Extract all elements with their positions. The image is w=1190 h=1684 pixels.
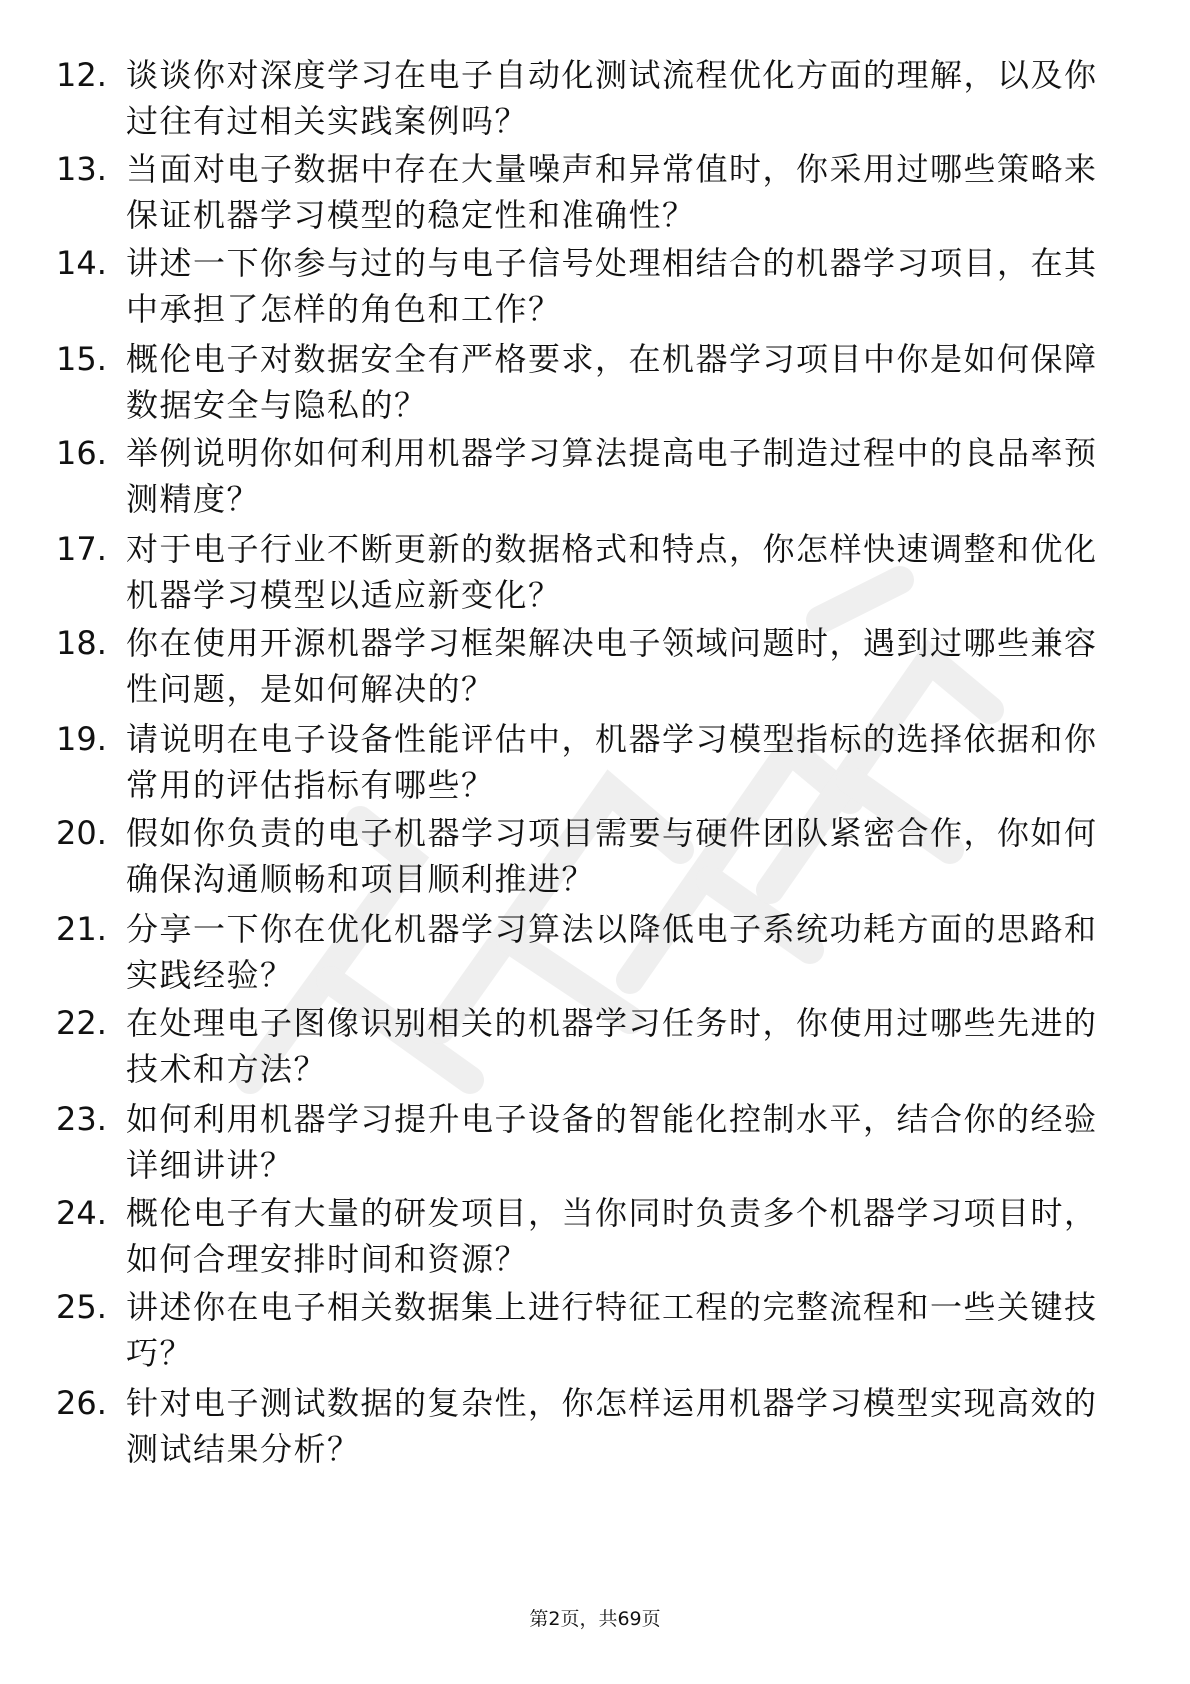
question-text: 举例说明你如何利用机器学习算法提高电子制造过程中的良品率预测精度？: [126, 434, 1098, 518]
question-text: 在处理电子图像识别相关的机器学习任务时，你使用过哪些先进的技术和方法？: [126, 1004, 1098, 1088]
question-number: 20.: [56, 814, 107, 852]
question-number: 22.: [56, 1004, 107, 1042]
question-number: 26.: [56, 1384, 107, 1422]
list-item: [0, 430, 1190, 540]
question-number: 17.: [56, 530, 107, 568]
question-text: 概伦电子对数据安全有严格要求，在机器学习项目中你是如何保障数据安全与隐私的？: [126, 340, 1098, 424]
question-number: 25.: [56, 1288, 107, 1326]
page-number: 第2页，共69页: [529, 1608, 661, 1630]
question-text: 请说明在电子设备性能评估中，机器学习模型指标的选择依据和你常用的评估指标有哪些？: [126, 720, 1098, 804]
list-item: [0, 620, 1190, 730]
list-item: [0, 1380, 1190, 1490]
question-number: 16.: [56, 434, 107, 472]
question-number: 19.: [56, 720, 107, 758]
question-text: 讲述你在电子相关数据集上进行特征工程的完整流程和一些关键技巧？: [126, 1288, 1098, 1372]
question-number: 12.: [56, 56, 107, 94]
question-text: 讲述一下你参与过的与电子信号处理相结合的机器学习项目，在其中承担了怎样的角色和工作？: [126, 244, 1098, 328]
question-number: 15.: [56, 340, 107, 378]
question-text: 概伦电子有大量的研发项目，当你同时负责多个机器学习项目时，如何合理安排时间和资源？: [126, 1194, 1098, 1278]
list-item: [0, 1284, 1190, 1394]
question-text: 如何利用机器学习提升电子设备的智能化控制水平，结合你的经验详细讲讲？: [126, 1100, 1098, 1184]
question-number: 21.: [56, 910, 107, 948]
question-number: 23.: [56, 1100, 107, 1138]
question-text: 针对电子测试数据的复杂性，你怎样运用机器学习模型实现高效的测试结果分析？: [126, 1384, 1098, 1468]
question-text: 假如你负责的电子机器学习项目需要与硬件团队紧密合作，你如何确保沟通顺畅和项目顺利推进？: [126, 814, 1098, 898]
list-item: [0, 810, 1190, 920]
list-item: [0, 240, 1190, 350]
question-number: 14.: [56, 244, 107, 282]
question-text: 当面对电子数据中存在大量噪声和异常值时，你采用过哪些策略来保证机器学习模型的稳定性和准确性？: [126, 150, 1098, 234]
question-text: 分享一下你在优化机器学习算法以降低电子系统功耗方面的思路和实践经验？: [126, 910, 1098, 994]
list-item: [0, 1000, 1190, 1110]
question-number: 13.: [56, 150, 107, 188]
question-text: 你在使用开源机器学习框架解决电子领域问题时，遇到过哪些兼容性问题，是如何解决的？: [126, 624, 1098, 708]
question-text: 对于电子行业不断更新的数据格式和特点，你怎样快速调整和优化机器学习模型以适应新变化？: [126, 530, 1098, 614]
question-number: 24.: [56, 1194, 107, 1232]
question-text: 谈谈你对深度学习在电子自动化测试流程优化方面的理解，以及你过往有过相关实践案例吗？: [126, 56, 1098, 140]
question-number: 18.: [56, 624, 107, 662]
